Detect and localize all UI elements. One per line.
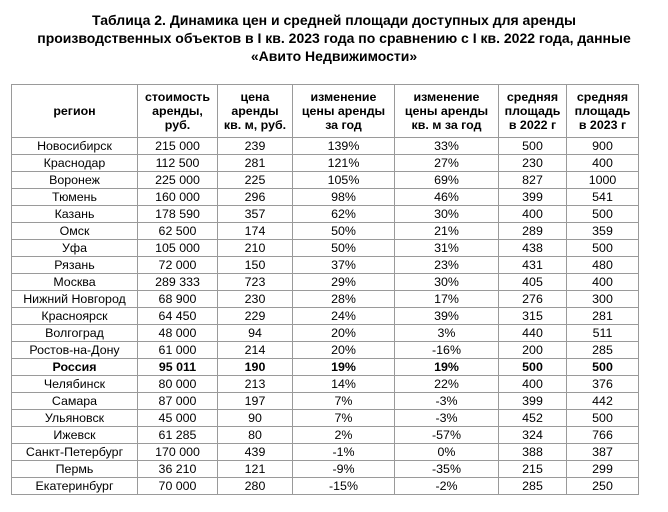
value-cell: 431 [499, 257, 567, 274]
region-cell: Ульяновск [12, 410, 138, 427]
value-cell: 2% [293, 427, 395, 444]
column-header-line: площадь [504, 104, 561, 118]
region-cell: Омск [12, 223, 138, 240]
value-cell: 69% [395, 172, 499, 189]
value-cell: 250 [567, 478, 639, 495]
value-cell: 45 000 [138, 410, 218, 427]
column-header-line: площадь [574, 104, 631, 118]
region-cell: Краснодар [12, 155, 138, 172]
value-cell: 95 011 [138, 359, 218, 376]
value-cell: 359 [567, 223, 639, 240]
region-cell: Ижевск [12, 427, 138, 444]
value-cell: 22% [395, 376, 499, 393]
value-cell: 14% [293, 376, 395, 393]
region-cell: Челябинск [12, 376, 138, 393]
table-row [12, 138, 639, 155]
value-cell: 210 [218, 240, 293, 257]
value-cell: 500 [567, 410, 639, 427]
value-cell: 296 [218, 189, 293, 206]
value-cell: 64 450 [138, 308, 218, 325]
value-cell: 230 [499, 155, 567, 172]
value-cell: 239 [218, 138, 293, 155]
value-cell: 33% [395, 138, 499, 155]
column-header-line: средняя [576, 90, 629, 104]
value-cell: 500 [567, 240, 639, 257]
region-cell: Россия [12, 359, 138, 376]
value-cell: 827 [499, 172, 567, 189]
header-row [12, 85, 639, 138]
column-header-line: изменение [413, 90, 480, 104]
table-caption [0, 11, 668, 65]
value-cell: 61 000 [138, 342, 218, 359]
value-cell: 30% [395, 274, 499, 291]
value-cell: 121 [218, 461, 293, 478]
table-row [12, 240, 639, 257]
value-cell: 442 [567, 393, 639, 410]
price-dynamics-table [11, 84, 639, 495]
value-cell: 299 [567, 461, 639, 478]
table-row [12, 376, 639, 393]
value-cell: 50% [293, 240, 395, 257]
value-cell: 190 [218, 359, 293, 376]
value-cell: 215 [499, 461, 567, 478]
value-cell: 7% [293, 410, 395, 427]
value-cell: 225 000 [138, 172, 218, 189]
region-cell: Тюмень [12, 189, 138, 206]
value-cell: 388 [499, 444, 567, 461]
value-cell: 70 000 [138, 478, 218, 495]
value-cell: 121% [293, 155, 395, 172]
region-cell: Ростов-на-Дону [12, 342, 138, 359]
table-row [12, 410, 639, 427]
value-cell: 20% [293, 325, 395, 342]
column-header-line: кв. м за год [411, 118, 482, 132]
value-cell: 1000 [567, 172, 639, 189]
value-cell: 281 [218, 155, 293, 172]
value-cell: 24% [293, 308, 395, 325]
column-header [293, 85, 395, 138]
value-cell: 276 [499, 291, 567, 308]
value-cell: 766 [567, 427, 639, 444]
value-cell: 46% [395, 189, 499, 206]
value-cell: 36 210 [138, 461, 218, 478]
value-cell: 0% [395, 444, 499, 461]
value-cell: 50% [293, 223, 395, 240]
region-cell: Уфа [12, 240, 138, 257]
column-header [567, 85, 639, 138]
value-cell: 17% [395, 291, 499, 308]
value-cell: 400 [499, 206, 567, 223]
value-cell: 160 000 [138, 189, 218, 206]
table-row [12, 206, 639, 223]
value-cell: -15% [293, 478, 395, 495]
region-cell: Нижний Новгород [12, 291, 138, 308]
value-cell: -2% [395, 478, 499, 495]
table-row [12, 359, 639, 376]
value-cell: -35% [395, 461, 499, 478]
column-header [12, 85, 138, 138]
value-cell: 105 000 [138, 240, 218, 257]
value-cell: 500 [499, 359, 567, 376]
value-cell: 174 [218, 223, 293, 240]
table-row [12, 189, 639, 206]
column-header [395, 85, 499, 138]
value-cell: 452 [499, 410, 567, 427]
value-cell: 315 [499, 308, 567, 325]
value-cell: 500 [567, 359, 639, 376]
table-body [12, 138, 639, 495]
value-cell: -57% [395, 427, 499, 444]
column-header-line: регион [53, 104, 96, 118]
value-cell: 230 [218, 291, 293, 308]
value-cell: 281 [567, 308, 639, 325]
region-cell: Волгоград [12, 325, 138, 342]
value-cell: 197 [218, 393, 293, 410]
region-cell: Красноярск [12, 308, 138, 325]
column-header [218, 85, 293, 138]
region-cell: Москва [12, 274, 138, 291]
value-cell: 500 [499, 138, 567, 155]
column-header [499, 85, 567, 138]
value-cell: 357 [218, 206, 293, 223]
column-header-line: аренды, [152, 104, 203, 118]
value-cell: 215 000 [138, 138, 218, 155]
value-cell: 387 [567, 444, 639, 461]
value-cell: 289 333 [138, 274, 218, 291]
value-cell: 98% [293, 189, 395, 206]
value-cell: 21% [395, 223, 499, 240]
value-cell: 3% [395, 325, 499, 342]
table-row [12, 274, 639, 291]
value-cell: 723 [218, 274, 293, 291]
value-cell: 438 [499, 240, 567, 257]
value-cell: 72 000 [138, 257, 218, 274]
value-cell: 440 [499, 325, 567, 342]
value-cell: 300 [567, 291, 639, 308]
value-cell: 400 [567, 155, 639, 172]
value-cell: 150 [218, 257, 293, 274]
value-cell: -3% [395, 410, 499, 427]
table-row [12, 257, 639, 274]
value-cell: 324 [499, 427, 567, 444]
region-cell: Екатеринбург [12, 478, 138, 495]
value-cell: 285 [567, 342, 639, 359]
column-header-line: в 2023 г [578, 118, 627, 132]
table-row [12, 308, 639, 325]
value-cell: 511 [567, 325, 639, 342]
table-row [12, 223, 639, 240]
value-cell: 229 [218, 308, 293, 325]
value-cell: 23% [395, 257, 499, 274]
value-cell: 62 500 [138, 223, 218, 240]
value-cell: 87 000 [138, 393, 218, 410]
value-cell: 541 [567, 189, 639, 206]
value-cell: 62% [293, 206, 395, 223]
value-cell: 399 [499, 189, 567, 206]
value-cell: 214 [218, 342, 293, 359]
value-cell: 225 [218, 172, 293, 189]
value-cell: 480 [567, 257, 639, 274]
value-cell: 200 [499, 342, 567, 359]
table-row [12, 461, 639, 478]
column-header-line: средняя [506, 90, 559, 104]
column-header-line: аренды [231, 104, 279, 118]
value-cell: -9% [293, 461, 395, 478]
value-cell: 28% [293, 291, 395, 308]
region-cell: Воронеж [12, 172, 138, 189]
region-cell: Самара [12, 393, 138, 410]
column-header-line: стоимость [145, 90, 210, 104]
table-row [12, 291, 639, 308]
region-cell: Новосибирск [12, 138, 138, 155]
value-cell: 400 [499, 376, 567, 393]
table-row [12, 444, 639, 461]
value-cell: -1% [293, 444, 395, 461]
value-cell: 400 [567, 274, 639, 291]
value-cell: -3% [395, 393, 499, 410]
value-cell: 112 500 [138, 155, 218, 172]
value-cell: 68 900 [138, 291, 218, 308]
value-cell: 30% [395, 206, 499, 223]
table-row [12, 325, 639, 342]
value-cell: 19% [293, 359, 395, 376]
value-cell: 105% [293, 172, 395, 189]
value-cell: 289 [499, 223, 567, 240]
value-cell: 178 590 [138, 206, 218, 223]
region-cell: Пермь [12, 461, 138, 478]
value-cell: 7% [293, 393, 395, 410]
region-cell: Рязань [12, 257, 138, 274]
value-cell: 39% [395, 308, 499, 325]
value-cell: 37% [293, 257, 395, 274]
column-header [138, 85, 218, 138]
value-cell: 139% [293, 138, 395, 155]
value-cell: 439 [218, 444, 293, 461]
table-row [12, 478, 639, 495]
column-header-line: цена [240, 90, 270, 104]
value-cell: 285 [499, 478, 567, 495]
column-header-line: за год [325, 118, 362, 132]
value-cell: 170 000 [138, 444, 218, 461]
table-row [12, 427, 639, 444]
table-row [12, 172, 639, 189]
value-cell: 31% [395, 240, 499, 257]
region-cell: Санкт-Петербург [12, 444, 138, 461]
value-cell: 900 [567, 138, 639, 155]
value-cell: 27% [395, 155, 499, 172]
column-header-line: в 2022 г [508, 118, 557, 132]
value-cell: 20% [293, 342, 395, 359]
table-row [12, 155, 639, 172]
value-cell: 80 [218, 427, 293, 444]
value-cell: 500 [567, 206, 639, 223]
caption-line-1: Таблица 2. Динамика цен и средней площади доступных для аренды [92, 12, 576, 28]
value-cell: 29% [293, 274, 395, 291]
value-cell: 19% [395, 359, 499, 376]
value-cell: 376 [567, 376, 639, 393]
column-header-line: изменение [310, 90, 377, 104]
caption-line-2: производственных объектов в I кв. 2023 года по сравнению с I кв. 2022 года, данные [37, 30, 631, 46]
column-header-line: кв. м, руб. [223, 118, 287, 132]
value-cell: 405 [499, 274, 567, 291]
value-cell: 48 000 [138, 325, 218, 342]
table-row [12, 393, 639, 410]
value-cell: 213 [218, 376, 293, 393]
value-cell: -16% [395, 342, 499, 359]
value-cell: 80 000 [138, 376, 218, 393]
region-cell: Казань [12, 206, 138, 223]
value-cell: 280 [218, 478, 293, 495]
caption-line-3: «Авито Недвижимости» [250, 48, 418, 64]
value-cell: 399 [499, 393, 567, 410]
value-cell: 61 285 [138, 427, 218, 444]
value-cell: 94 [218, 325, 293, 342]
table-row [12, 342, 639, 359]
value-cell: 90 [218, 410, 293, 427]
column-header-line: руб. [164, 118, 191, 132]
column-header-line: цены аренды [301, 104, 386, 118]
column-header-line: цены аренды [404, 104, 489, 118]
